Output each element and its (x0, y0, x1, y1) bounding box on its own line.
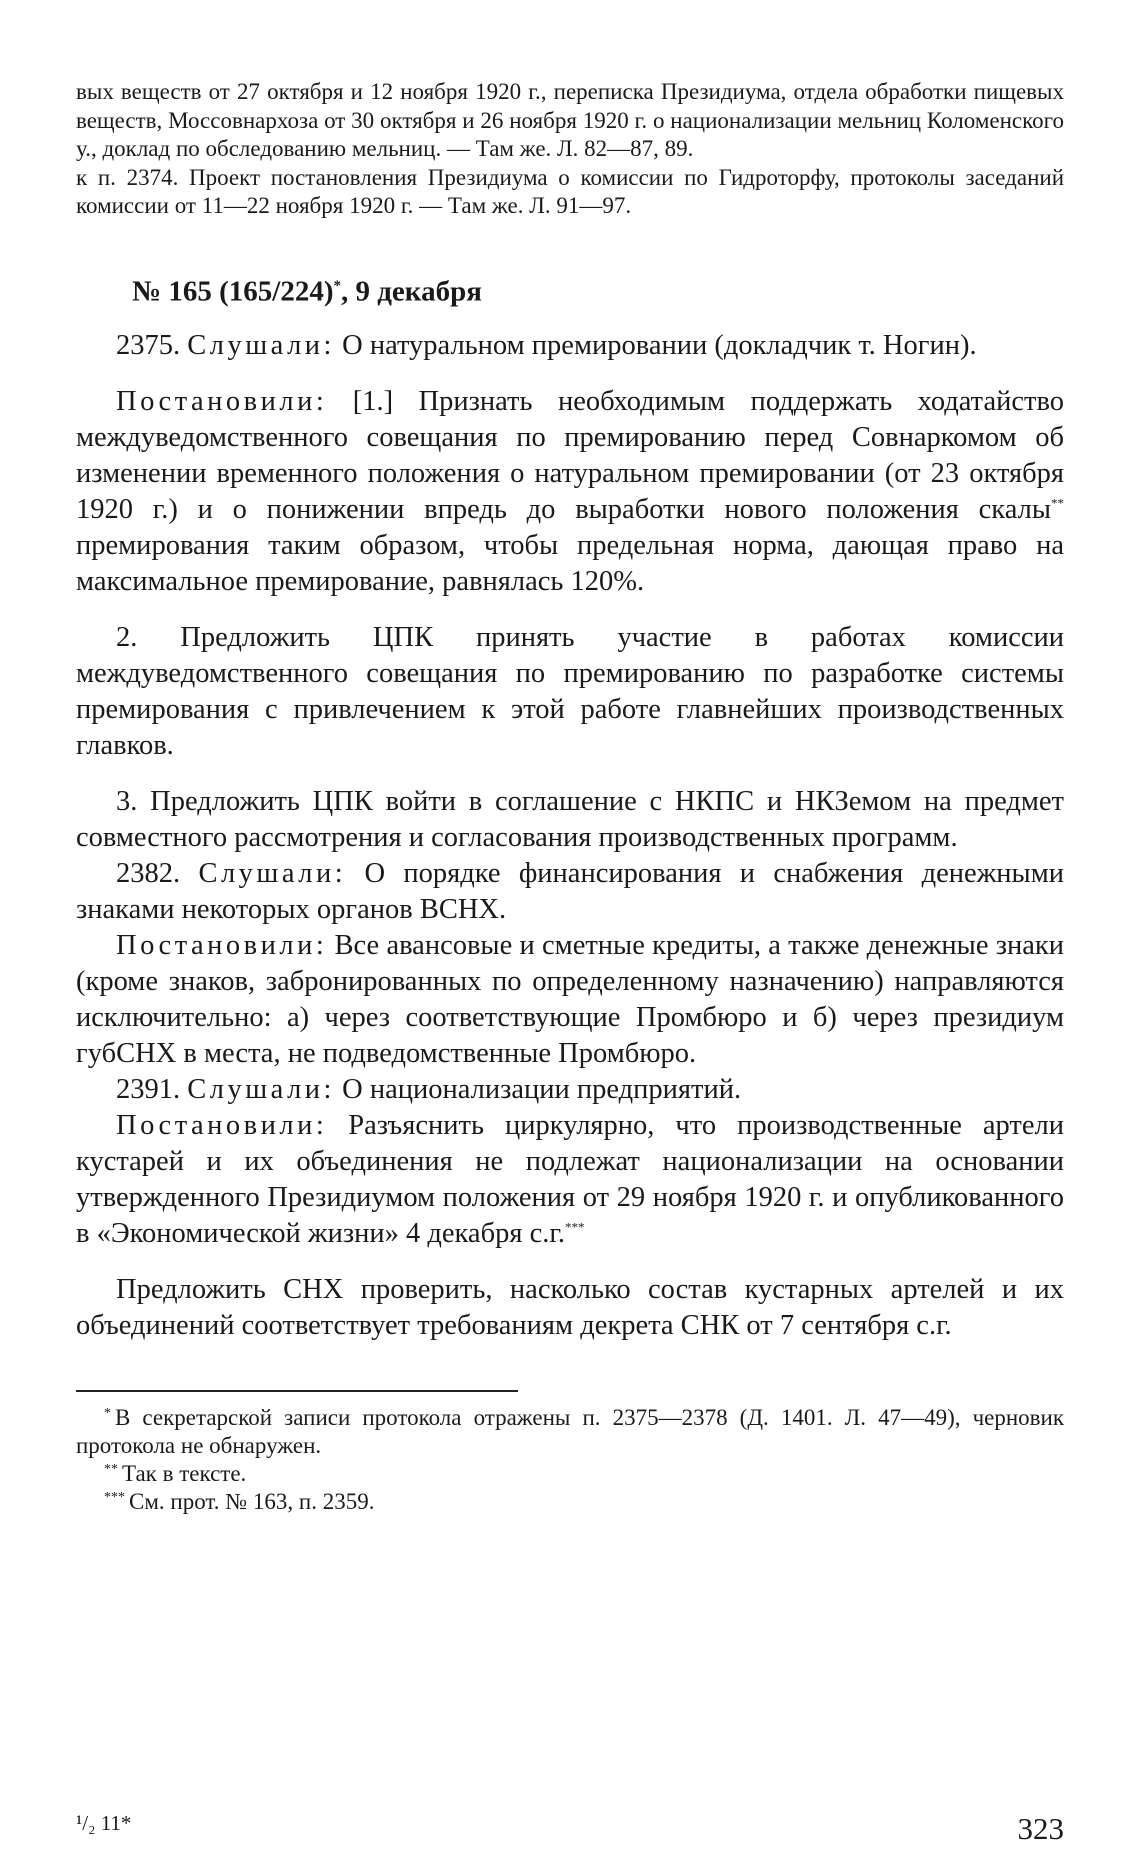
page-number: 323 (1017, 1811, 1064, 1846)
heading-footnote-mark: * (333, 277, 342, 294)
item-2382-resolved: Постановили: Все авансовые и сметные кредиты, а также денежные знаки (кроме знаков, забронированных по определенному назначению) направляются исключительно: а) через соответствующие Промбюро и б) через президиум губСНХ в места, не подведомственные Промбюро. (76, 930, 1064, 1070)
item-2391-resolved: Постановили: Разъяснить циркулярно, что производственные артели кустарей и их объединения не подлежат национализации на основании утвержденного Президиумом положения от 29 ноября 1920 г. и опубликованного в «Экономической жизни» 4 декабря с.г.*** (76, 1110, 1064, 1250)
page-footer (76, 1811, 1064, 1851)
source-note-continued: вых веществ от 27 октября и 12 ноября 1920 г., переписка Президиума, отдела обработки пищевых веществ, Моссовнархоза от 30 октября и 26 ноября 1920 г. о национализации мельниц Коломенского у., доклад по обследованию мельниц. — Там же. Л. 82—87, 89. (76, 79, 1064, 161)
item-2382-heard: 2382. Слушали: О порядке финансирования и снабжения денежными знаками некоторых органов ВСНХ. (76, 858, 1064, 926)
item-2375-point-2: 2. Предложить ЦПК принять участие в работах комиссии междуведомственного совещания по премированию по разработке системы премирования с привлечением к этой работе главнейших производственных главков. (76, 622, 1064, 762)
item-2375-heard: 2375. Слушали: О натуральном премировании (докладчик т. Ногин). (116, 330, 977, 362)
protocol-heading: № 165 (165/224)*, 9 декабря (132, 275, 482, 308)
top-continuation (76, 78, 1064, 221)
item-2375-point-3: 3. Предложить ЦПК войти в соглашение с НКПС и НКЗемом на предмет совместного рассмотрения и согласования производственных программ. (76, 786, 1064, 854)
footnote-divider (76, 1390, 518, 1392)
printer-signature: ¹/₂ 11* (76, 1811, 132, 1835)
footnote: *** См. прот. № 163, п. 2359. (104, 1489, 375, 1515)
footnote: ** Так в тексте. (104, 1461, 247, 1487)
footnotes (76, 1404, 1064, 1516)
protocol-body (76, 328, 1064, 1344)
item-2375-resolved: Постановили: [1.] Признать необходимым поддержать ходатайство междуведомственного совещания по премированию перед Совнаркомом об изменении временного положения о натуральном премировании (от 23 октября 1920 г.) и о понижении впредь до выработки нового положения скалы** премирования таким образом, чтобы предельная норма, дающая право на максимальное премирование, равнялась 120%. (76, 386, 1064, 598)
footnote: * В секретарской записи протокола отражены п. 2375—2378 (Д. 1401. Л. 47—49), черновик протокола не обнаружен. (76, 1405, 1064, 1459)
source-note-2374: к п. 2374. Проект постановления Президиума о комиссии по Гидроторфу, протоколы заседаний комиссии от 11—22 ноября 1920 г. — Там же. Л. 91—97. (76, 164, 1064, 218)
item-2391-heard: 2391. Слушали: О национализации предприятий. (116, 1074, 742, 1106)
page-content (76, 78, 1064, 1846)
item-2391-proposal: Предложить СНХ проверить, насколько состав кустарных артелей и их объединений соответствует требованиям декрета СНК от 7 сентября с.г. (76, 1274, 1064, 1342)
